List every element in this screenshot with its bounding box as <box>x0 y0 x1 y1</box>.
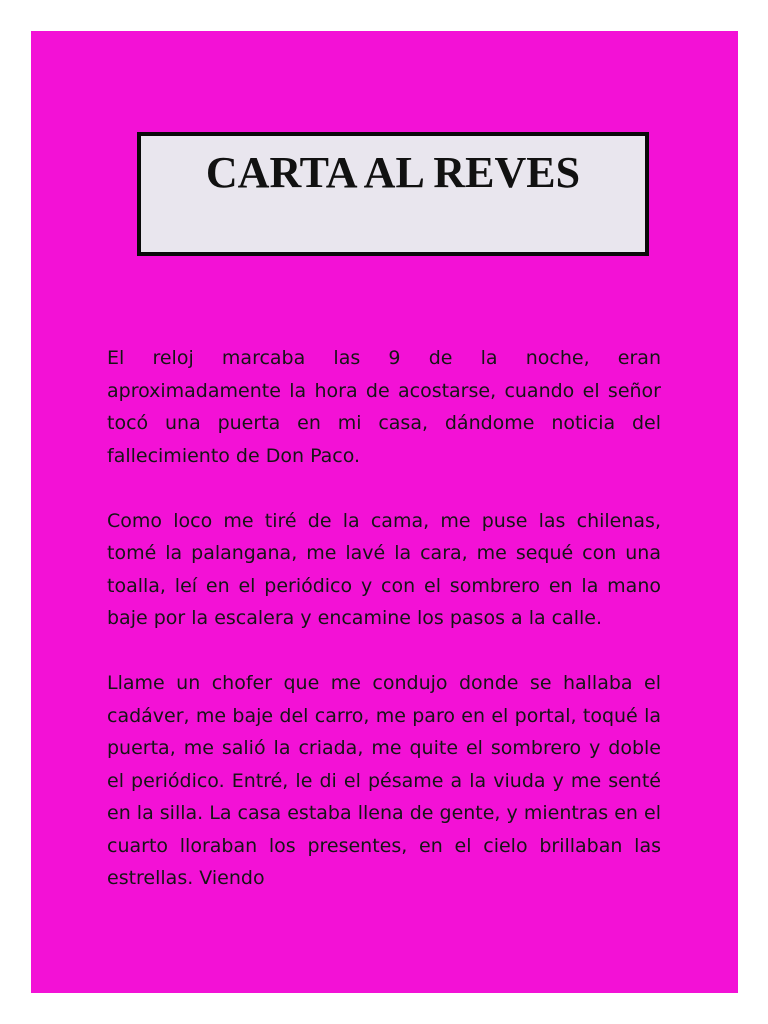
paragraph-1: El reloj marcaba las 9 de la noche, eran aproximadamente la hora de acostarse, cuando el señor tocó una puerta en mi casa, dándome noticia del fallecimiento de Don Paco. <box>107 347 661 467</box>
paragraph-2: Como loco me tiré de la cama, me puse las chilenas, tomé la palangana, me lavé la cara, me sequé con una toalla, leí en el periódico y con el sombrero en la mano baje por la escalera y encamine los pasos a la calle. <box>107 509 661 629</box>
document-title: CARTA AL REVES <box>205 148 581 197</box>
title-box <box>137 132 649 256</box>
paragraph-3: Llame un chofer que me condujo donde se hallaba el cadáver, me baje del carro, me paro en el portal, toqué la puerta, me salió la criada, me quite el sombrero y doble el periódico. Entré, le di el pésame a la viuda y me senté en la silla. La casa estaba llena de gente, y mientras en el cuarto lloraban los presentes, en el cielo brillaban las estrellas. Viendo <box>107 672 661 889</box>
document-body <box>107 342 661 942</box>
document-page <box>31 31 738 993</box>
